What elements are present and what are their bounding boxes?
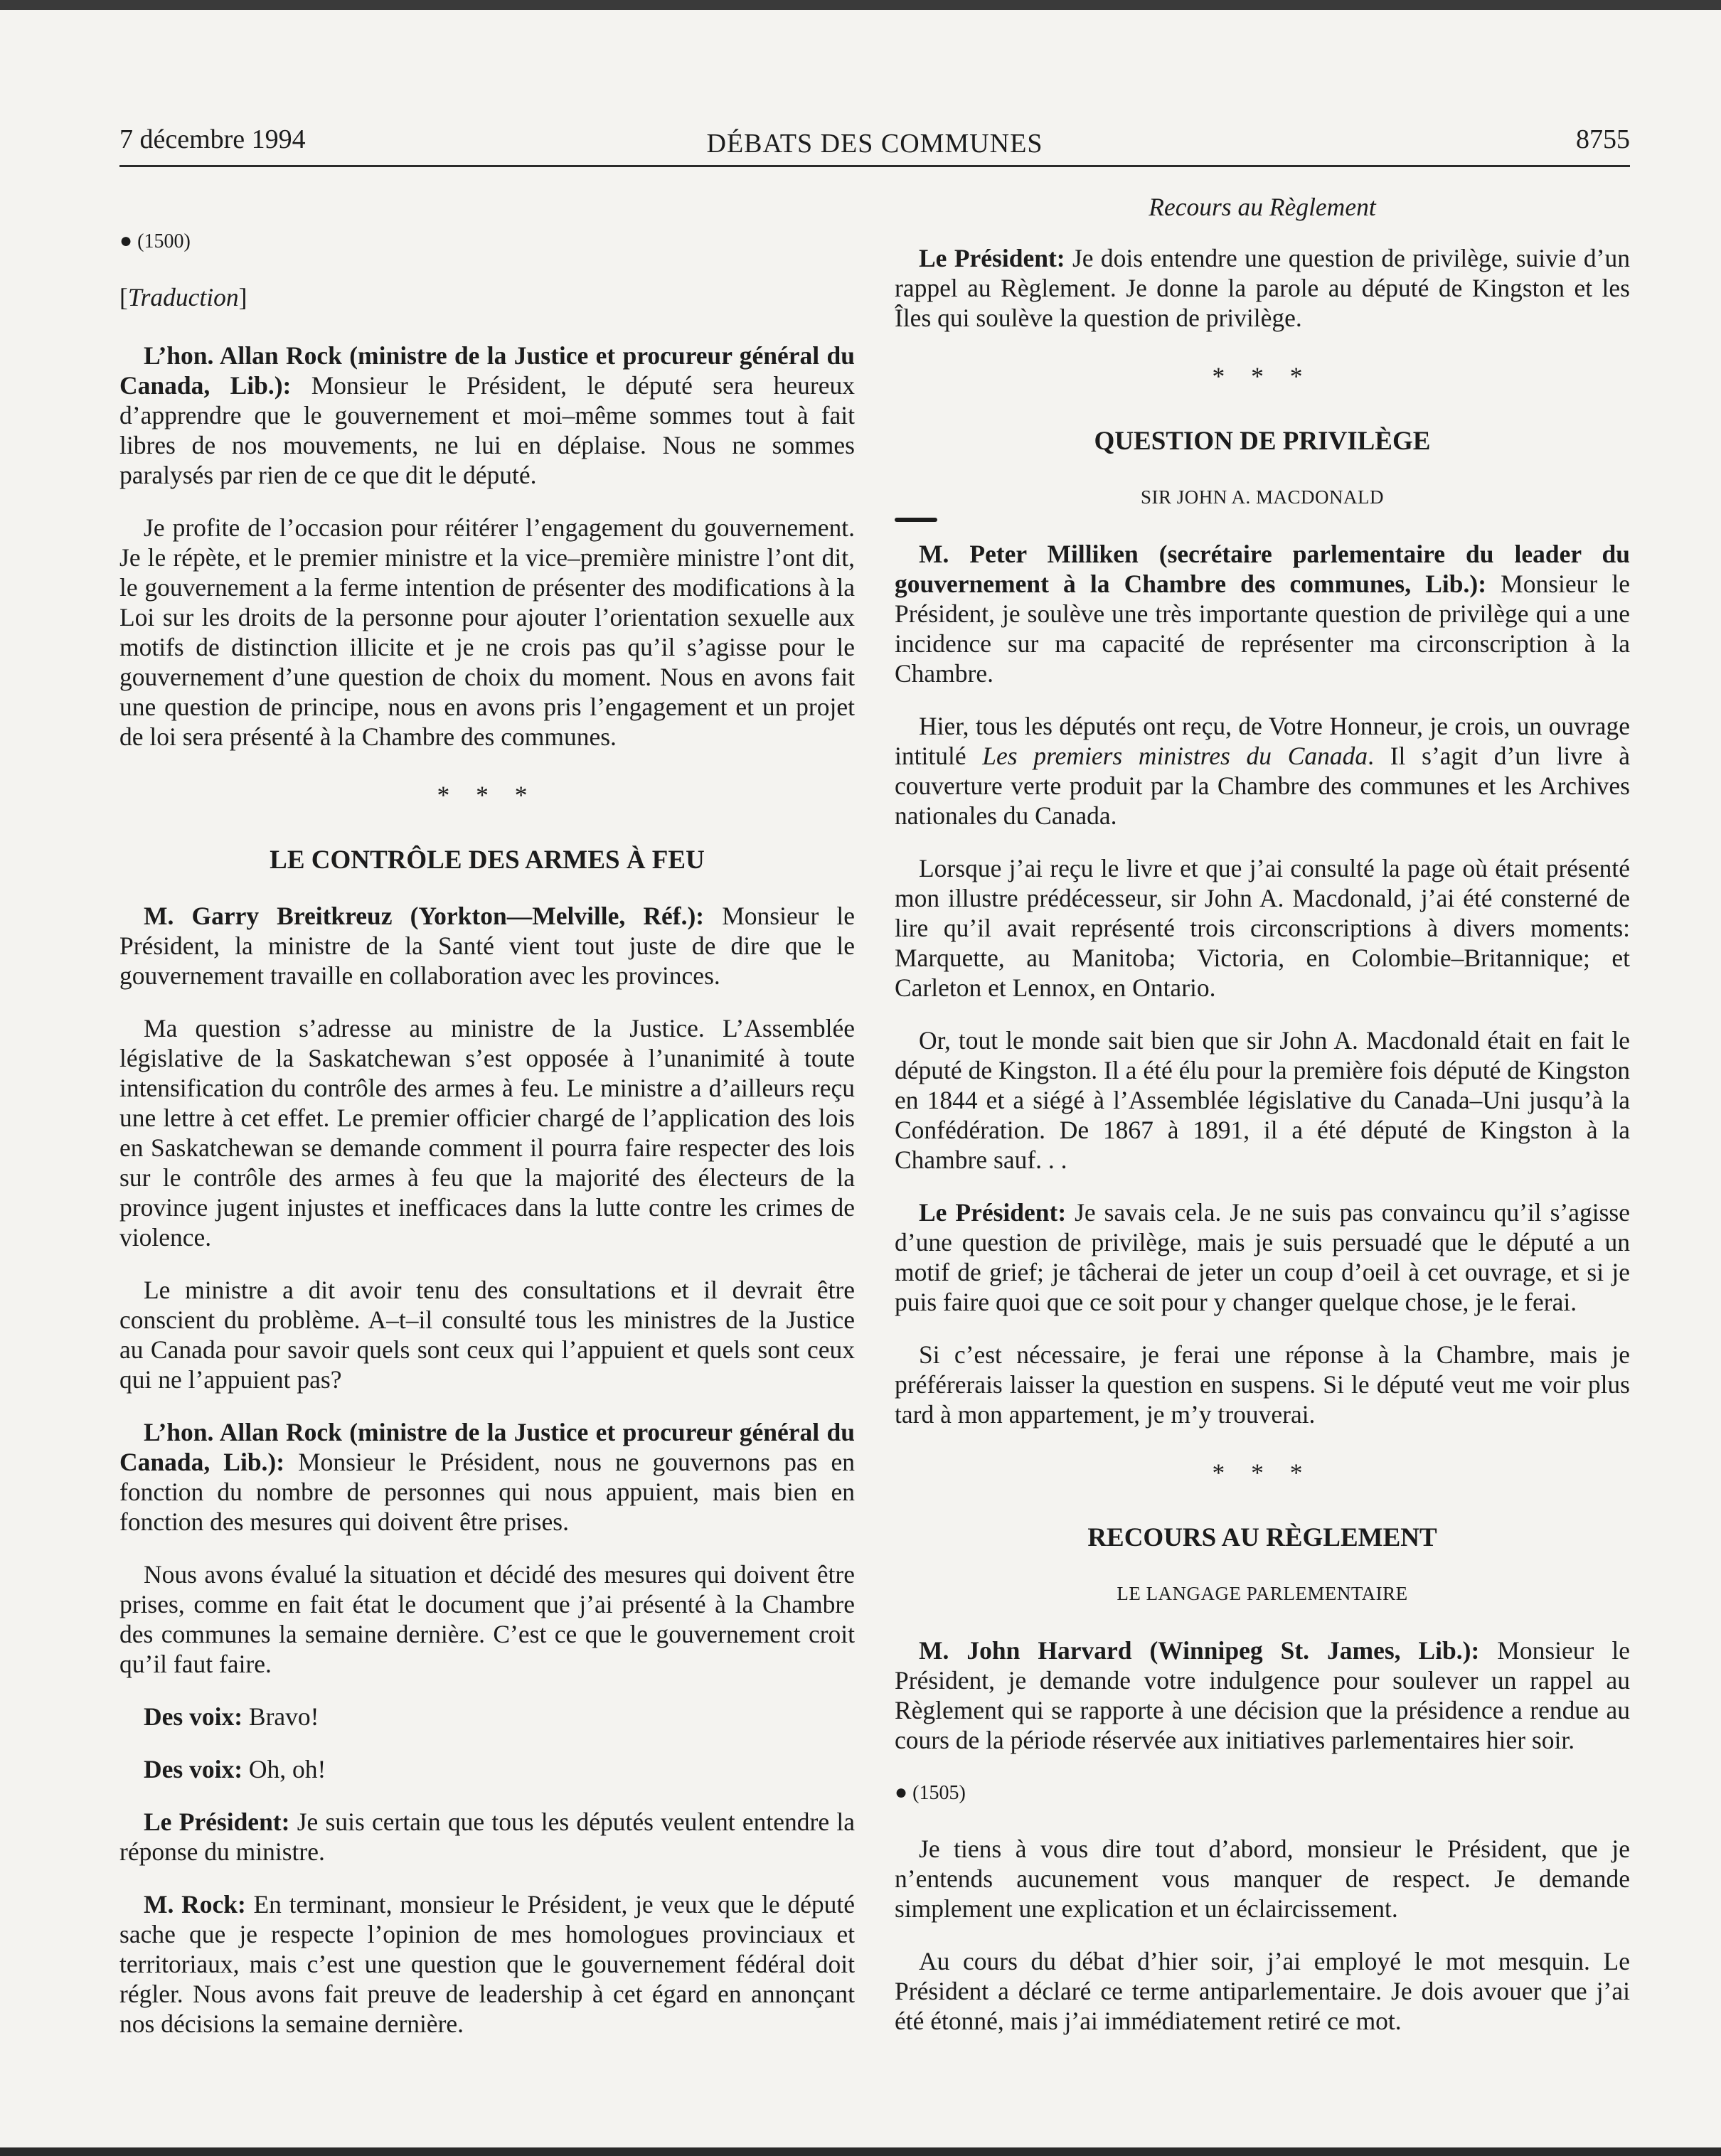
scan-top-edge [0, 0, 1721, 10]
speaker-name: L’hon. Allan Rock (ministre de la Justice et procureur général du Canada, Lib.): [119, 1418, 855, 1476]
speaker-name: Des voix: [144, 1755, 243, 1783]
paragraph [119, 1013, 855, 1252]
speaker-name: Le Président: [144, 1808, 290, 1836]
paragraph-text: Monsieur le Président, nous ne gouvernons pas en fonction du nombre de personnes qui nous appuient, mais bien en fonction des mesures qui doivent être prises. [119, 1448, 855, 1536]
paragraph-text: Nous avons évalué la situation et décidé des mesures qui doivent être prises, comme en fait état le document que j’ai présenté à la Chambre des communes la semaine dernière. C’est ce que le gouvernement croit qu’il faut faire. [119, 1560, 855, 1678]
timestamp [895, 1778, 1630, 1808]
paragraph-text: Je tiens à vous dire tout d’abord, monsieur le Président, que je n’entends aucunement vous manquer de respect. Je demande simplement une explication et un éclaircissement. [895, 1835, 1630, 1923]
paragraph [895, 1635, 1630, 1755]
paragraph-text: Bravo! [243, 1702, 319, 1731]
paragraph [895, 1197, 1630, 1317]
paragraph [119, 1889, 855, 2039]
section-heading: RECOURS AU RÈGLEMENT [1087, 1523, 1437, 1552]
paragraph-text: Je profite de l’occasion pour réitérer l’engagement du gouvernement. Je le répète, et le premier ministre et la vice–première ministre l’ont dit, le gouvernement a la ferme intention de présenter des modifications à la Loi sur les droits de la personne pour ajouter l’orientation sexuelle aux motifs de distinction illicite et je ne crois pas qu’il s’agisse pour le gouvernement d’une question de choix du moment. Nous en avons fait une question de principe, nous en avons pris l’engagement et un projet de loi sera présenté à la Chambre des communes. [119, 513, 855, 751]
section-separator: * * * [1212, 362, 1313, 390]
paragraph [119, 513, 855, 752]
running-head: Recours au Règlement [1149, 193, 1376, 221]
paragraph [895, 1025, 1630, 1175]
bullet-icon: ● [895, 1781, 908, 1804]
paragraph-text: Je dois entendre une question de privilège, suivie d’un rappel au Règlement. Je donne la parole au député de Kingston et les Îles qui soulève la question de privilège. [895, 244, 1631, 332]
header-title: DÉBATS DES COMMUNES [706, 129, 1043, 159]
speaker-name: M. John Harvard (Winnipeg St. James, Lib.): [919, 1636, 1480, 1665]
paragraph-text: Au cours du débat d’hier soir, j’ai employé le mot mesquin. Le Président a déclaré ce terme antiparlementaire. Je dois avouer que j’ai été étonné, mais j’ai immédiatement retiré ce mot. [895, 1947, 1630, 2035]
paragraph-text: En terminant, monsieur le Président, je veux que le député sache que je respecte l’opinion de mes homologues provinciaux et territoriaux, mais c’est une question que le gouvernement fédéral doit régler. Nous avons fait preuve de leadership à cet égard en annonçant nos décisions la semaine dernière. [119, 1890, 855, 2038]
left-column [119, 192, 855, 2039]
paragraph-text: Ma question s’adresse au ministre de la Justice. L’Assemblée législative de la Saskatchewan s’est opposée à l’unanimité à toute intensification du contrôle des armes à feu. Le ministre a d’ailleurs reçu une lettre à cet effet. Le premier officier chargé de l’application des lois en Saskatchewan se demande comment il pourra faire respecter des lois sur le contrôle des armes à feu que la majorité des électeurs de la province jugent injustes et inefficaces dans la lutte contre les crimes de violence. [119, 1014, 855, 1252]
paragraph-text: Si c’est nécessaire, je ferai une réponse à la Chambre, mais je préférerais laisser la question en suspens. Si le député veut me voir plus tard à mon appartement, je m’y trouverai. [895, 1340, 1630, 1429]
paragraph-text: Le ministre a dit avoir tenu des consultations et il devrait être conscient du problème. A–t–il consulté tous les ministres de la Justice au Canada pour savoir quels sont ceux qui l’appuient et quels sont ceux qui ne l’appuient pas? [119, 1276, 855, 1394]
margin-arrow-icon [895, 518, 937, 522]
paragraph [895, 711, 1630, 831]
section-separator: * * * [437, 781, 538, 809]
paragraph-text: Je savais cela. Je ne suis pas convaincu qu’il s’agisse d’une question de privilège, mais je suis persuadé que le député a un motif de grief; je tâcherai de jeter un coup d’oeil à cet ouvrage, et si je puis faire quoi que ce soit pour y changer quelque chose, je le ferai. [895, 1198, 1630, 1316]
header-date: 7 décembre 1994 [119, 124, 306, 154]
paragraph [119, 1754, 855, 1784]
paragraph-text: Monsieur le Président, je demande votre indulgence pour soulever un rappel au Règlement qui se rapporte à une décision que la présidence a rendue au cours de la période réservée aux initiatives parlementaires hier soir. [895, 1636, 1630, 1754]
page-header [119, 119, 1630, 164]
paragraph [895, 1834, 1630, 1923]
speaker-name: M. Rock: [144, 1890, 246, 1918]
timestamp [119, 226, 855, 257]
book-title: Les premiers ministres du Canada [982, 742, 1368, 770]
section-heading: LE CONTRÔLE DES ARMES À FEU [270, 845, 705, 875]
paragraph-text: Je suis certain que tous les députés veulent entendre la réponse du ministre. [119, 1808, 855, 1866]
section-heading: QUESTION DE PRIVILÈGE [1094, 427, 1431, 456]
page-number: 8755 [1576, 124, 1630, 154]
section-separator: * * * [1212, 1458, 1313, 1487]
paragraph-text: Lorsque j’ai reçu le livre et que j’ai consulté la page où était présenté mon illustre prédécesseur, sir John A. Macdonald, j’ai été consterné de lire qu’il avait représenté trois circonscriptions à divers moments: Marquette, au Manitoba; Victoria, en Colombie–Britannique; et Carleton et Lennox, en Ontario. [895, 854, 1630, 1002]
translation-note: [Traduction] [119, 283, 247, 311]
section-subheading: LE LANGAGE PARLEMENTAIRE [1117, 1583, 1408, 1604]
header-rule [119, 165, 1630, 167]
paragraph [119, 1702, 855, 1731]
speaker-name: Des voix: [144, 1702, 243, 1731]
paragraph [895, 1946, 1630, 2036]
paragraph [119, 1559, 855, 1679]
translation-label: Traduction [127, 283, 239, 311]
speaker-name: Le Président: [919, 1198, 1067, 1227]
paragraph [119, 1807, 855, 1867]
speaker-name: Le Président: [919, 244, 1065, 272]
paragraph [895, 243, 1630, 333]
bullet-icon: ● [119, 229, 133, 252]
speaker-name: L’hon. Allan Rock (ministre de la Justice et procureur général du Canada, Lib.): [119, 341, 855, 400]
paragraph-text: Monsieur le Président, la ministre de la Santé vient tout juste de dire que le gouvernement travaille en collaboration avec les provinces. [119, 902, 855, 990]
paragraph [119, 1417, 855, 1537]
paragraph-text: Hier, tous les députés ont reçu, de Votre Honneur, je crois, un ouvrage intitulé [895, 712, 1630, 770]
paragraph-text: Monsieur le Président, je soulève une très importante question de privilège qui a une incidence sur ma capacité de représenter ma circonscription à la Chambre. [895, 570, 1630, 688]
paragraph [895, 1340, 1630, 1429]
paragraph-text: Or, tout le monde sait bien que sir John A. Macdonald était en fait le député de Kingston. Il a été élu pour la première fois député de Kingston en 1844 et a siégé à l’Assemblée législative du Canada–Uni jusqu’à la Confédération. De 1867 à 1891, il a été député de Kingston à la Chambre sauf. . . [895, 1026, 1630, 1174]
speaker-name: M. Peter Milliken (secrétaire parlementaire du leader du gouvernement à la Chambre des communes, Lib.): [895, 540, 1630, 598]
timestamp-label: (1500) [137, 230, 191, 252]
paragraph-text: Oh, oh! [243, 1755, 326, 1783]
scan-bottom-edge [0, 2147, 1721, 2156]
paragraph [119, 1275, 855, 1394]
speaker-name: M. Garry Breitkreuz (Yorkton—Melville, Réf.): [144, 902, 705, 930]
section-subheading: SIR JOHN A. MACDONALD [1140, 486, 1385, 508]
paragraph-text: . Il s’agit d’un livre à couverture verte produit par la Chambre des communes et les Archives nationales du Canada. [895, 742, 1631, 830]
paragraph [119, 341, 855, 490]
timestamp-label: (1505) [912, 1782, 966, 1804]
paragraph [119, 901, 855, 991]
paragraph [895, 853, 1630, 1003]
paragraph [895, 539, 1630, 688]
right-column [895, 192, 1630, 2036]
paragraph-text: Monsieur le Président, le député sera heureux d’apprendre que le gouvernement et moi–même sommes tout à fait libres de nos mouvements, ne lui en déplaise. Nous ne sommes paralysés par rien de ce que dit le député. [119, 371, 855, 489]
